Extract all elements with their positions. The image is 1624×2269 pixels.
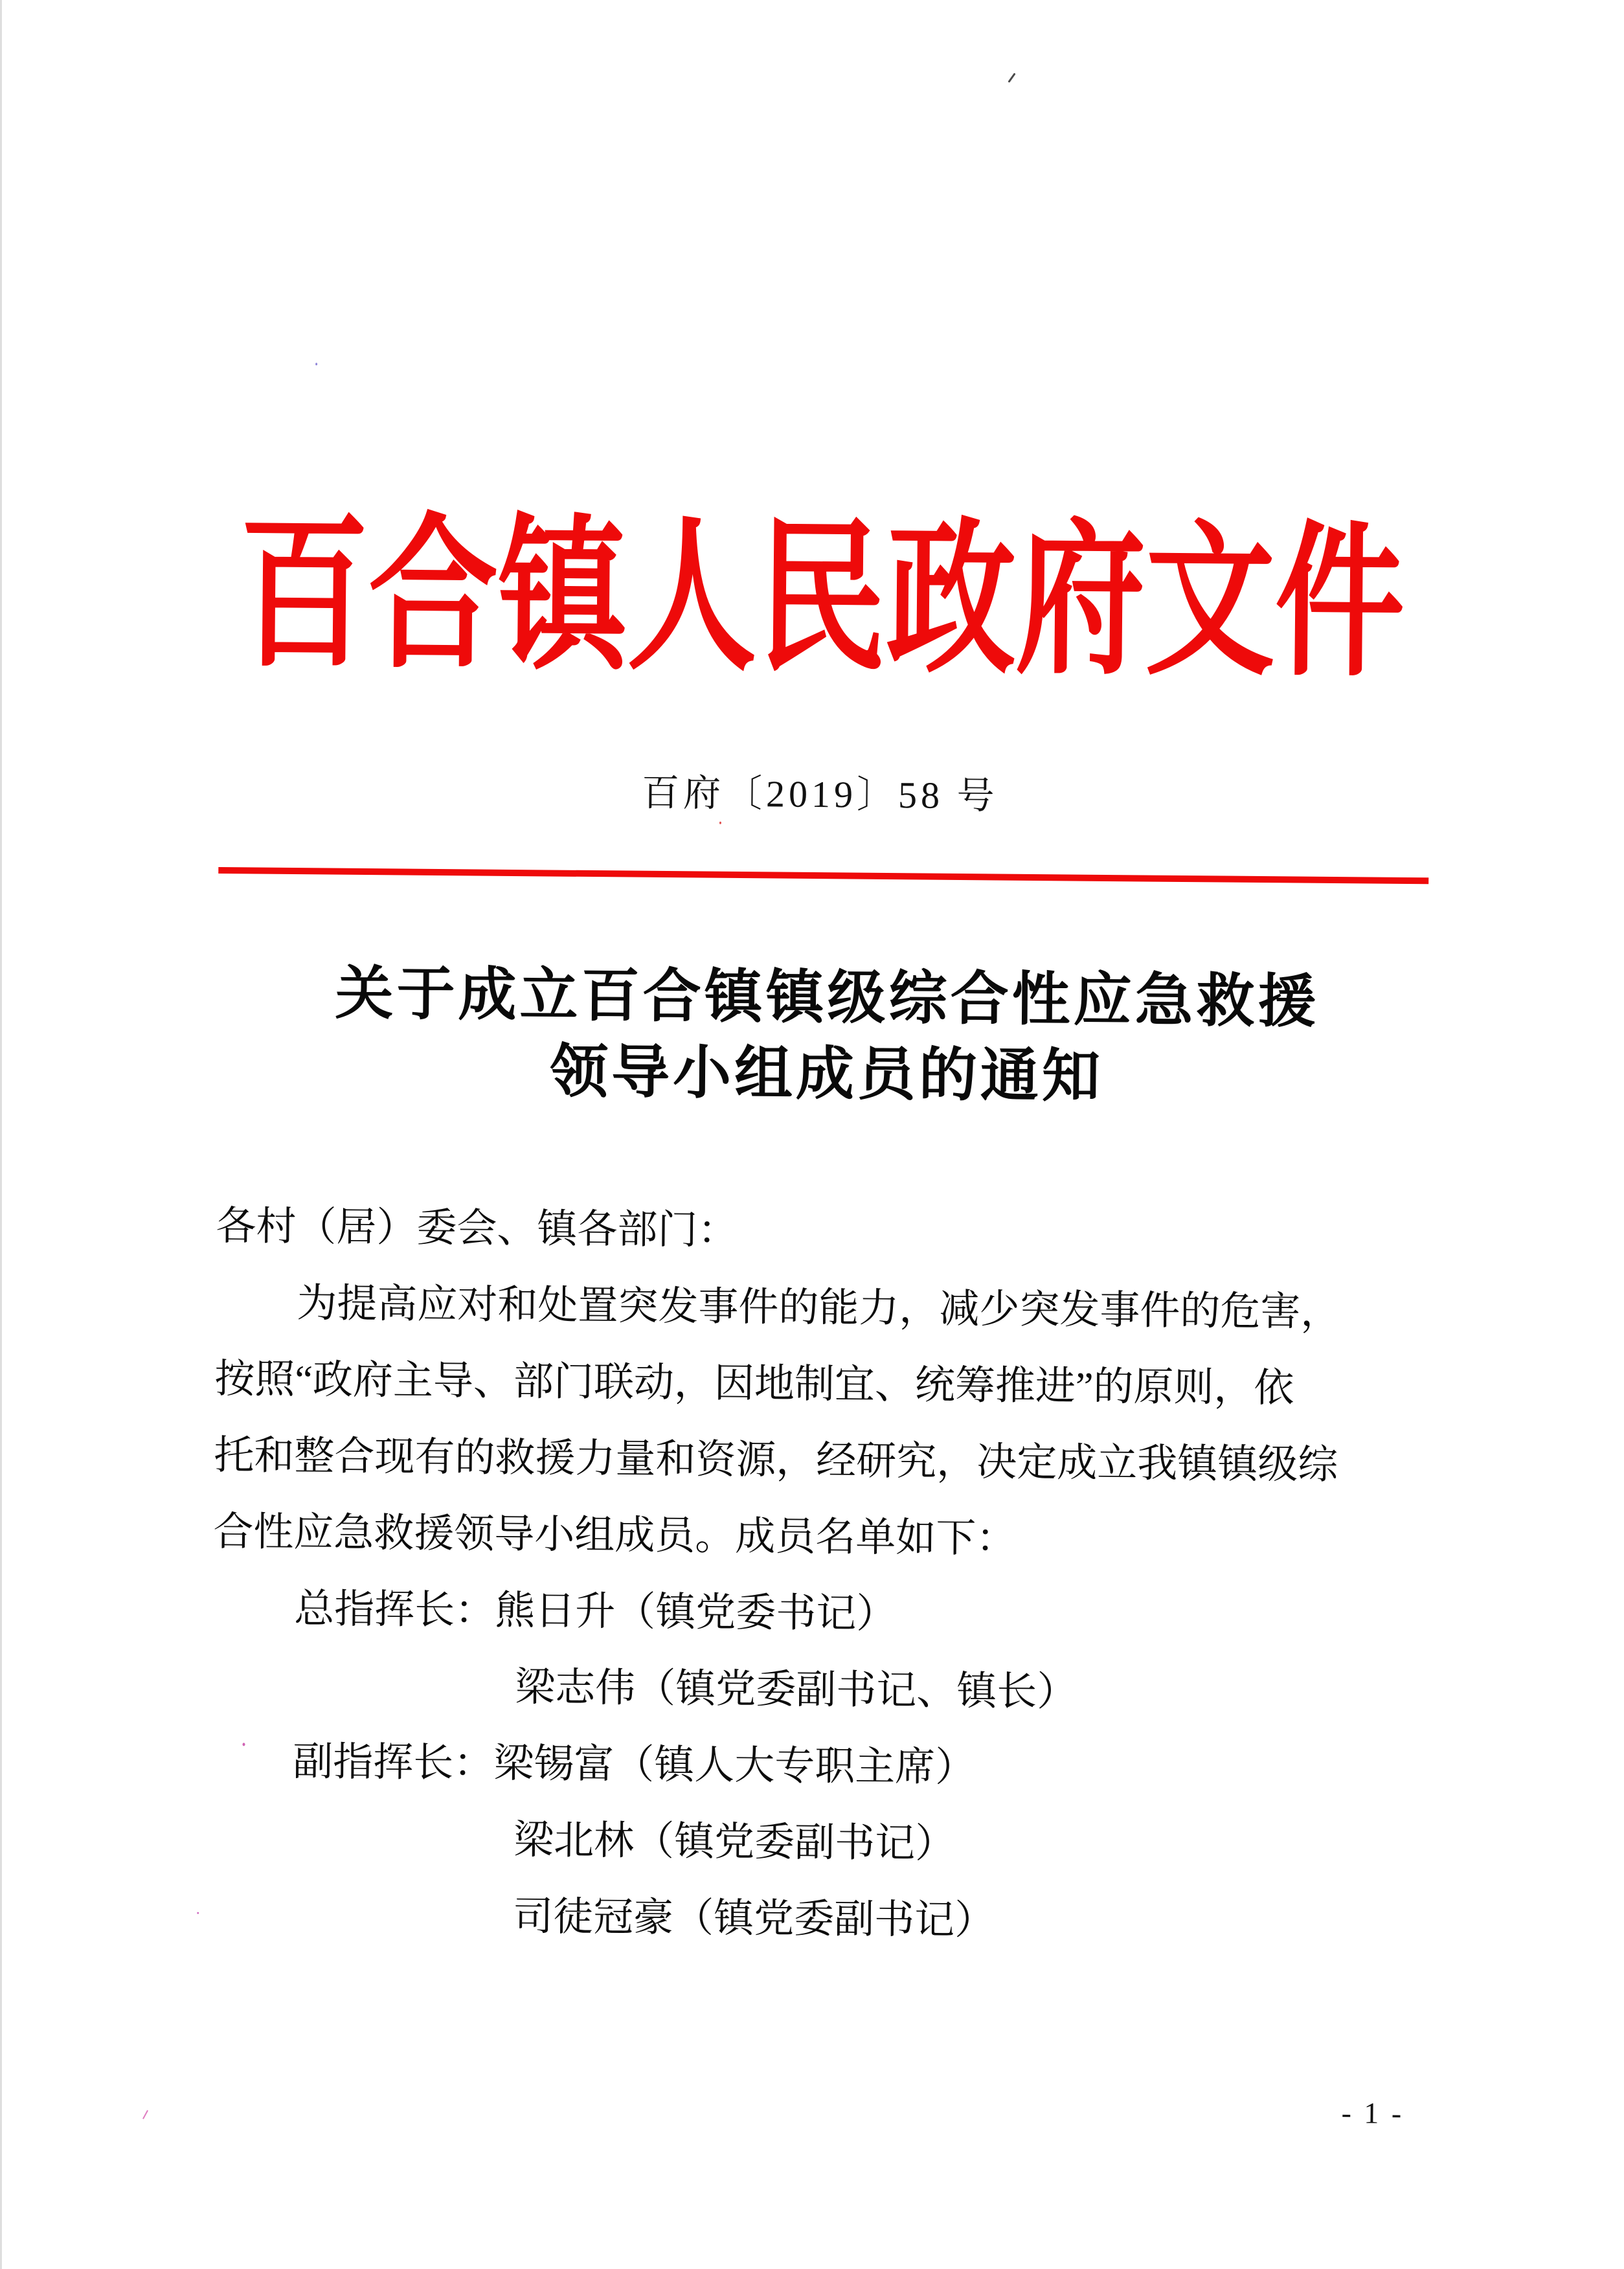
scan-artifact — [315, 363, 317, 365]
member-line-deputy-commander: 副指挥长：梁锡富（镇人大专职主席） — [292, 1740, 976, 1790]
body-line: 合性应急救援领导小组成员。成员名单如下： — [213, 1509, 1017, 1561]
page-number: - 1 - — [1341, 2096, 1404, 2130]
scan-artifact — [719, 822, 721, 824]
scan-artifact — [142, 2110, 148, 2119]
notice-title-line1: 关于成立百合镇镇级综合性应急救援 — [335, 962, 1320, 1035]
salutation-line: 各村（居）委会、镇各部门： — [216, 1204, 738, 1254]
red-divider-line — [218, 867, 1428, 884]
member-line: 梁北林（镇党委副书记） — [513, 1818, 956, 1866]
member-line-chief-commander: 总指挥长：熊日升（镇党委书记） — [294, 1587, 897, 1637]
scan-artifact — [1008, 73, 1015, 83]
document-number: 百府〔2019〕58 号 — [641, 771, 998, 817]
notice-title — [38, 954, 1616, 1120]
scan-artifact — [197, 1912, 199, 1914]
member-line: 司徒冠豪（镇党委副书记） — [512, 1895, 995, 1943]
member-line: 梁志伟（镇党委副书记、镇长） — [514, 1665, 1077, 1715]
document-body — [210, 1188, 1398, 1963]
red-header-title: 百合镇人民政府文件 — [238, 503, 1406, 697]
body-line: 按照“政府主导、部门联动，因地制宜、统筹推进”的原则，依 — [214, 1357, 1294, 1411]
body-line: 为提高应对和处置突发事件的能力，减少突发事件的危害， — [297, 1281, 1341, 1335]
notice-title-line2: 领导小组成员的通知 — [549, 1040, 1104, 1109]
body-line: 托和整合现有的救援力量和资源，经研究，决定成立我镇镇级综 — [214, 1433, 1338, 1488]
